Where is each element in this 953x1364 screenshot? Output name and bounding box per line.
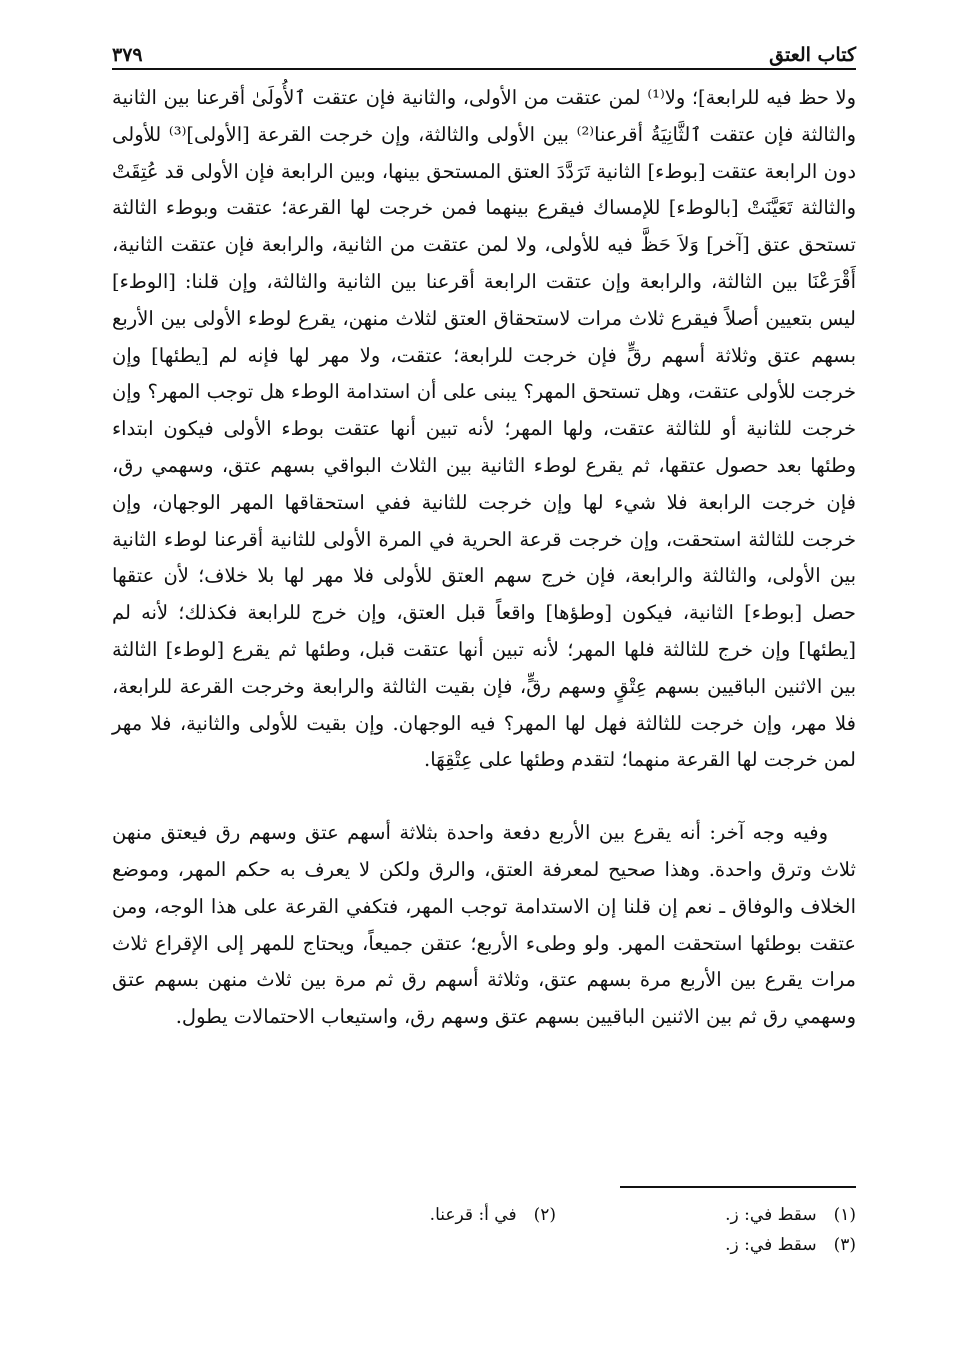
main-text [112,80,856,1036]
running-header [112,30,856,66]
footnote-number: (٢) [533,1205,556,1225]
paragraph-1: ولا حظ فيه للرابعة]؛ ولا⁽¹⁾ لمن عتقت من الأولى، والثانية فإن عتقت ٱلأُولَىٰ أقرعنا بين الثانية والثالثة فإن عتقت ٱلثَّانِيَةُ أقرعنا⁽²⁾ بين الأولى والثالثة، وإن خرجت القرعة [الأولى]⁽³⁾ للأولى دون الرابعة عتقت [بوطء] الثانية تَرَدَّدَ العتق المستحق بينها، وبين الرابعة فإن الأولى قد عُتِقَتْ والثالثة تَعَيَّنَتْ [بالوطء] للإمساك فيقرع بينهما فمن خرجت لها القرعة؛ عتقت وبوطء الثالثة تستحق عتق [آخر] وَلاَ حَظَّ فيه للأولى، ولا لمن عتقت من الثانية، والرابعة فإن عتقت الثانية، أَقْرَعْنَا بين الثالثة، والرابعة وإن عتقت الرابعة أقرعنا بين الثانية والثالثة، وإن قلنا: [الوطء] ليس بتعيين أصلاً فيقرع ثلاث مرات لاستحقاق العتق لثلاث منهن، يقرع لوطء الأولى بين الأربع بسهم عتق وثلاثة أسهم رقٍّ فإن خرجت للرابعة؛ عتقت، ولا مهر لها فإنه لم [يطئها] وإن خرجت للأولى عتقت، وهل تستحق المهر؟ يبنى على أن استدامة الوطء هل توجب المهر؟ وإن خرجت للثانية أو للثالثة عتقت، ولها المهر؛ لأنه تبين أنها عتقت بوطء الأولى فيكون ابتداء وطئها بعد حصول عتقها، ثم يقرع لوطء الثانية بين الثلاث البواقي بسهم عتق، وسهمي رق، فإن خرجت الرابعة فلا شيء لها وإن خرجت للثانية ففي استحقاقها المهر الوجهان، وإن خرجت للثالثة استحقت، وإن خرجت قرعة الحرية في المرة الأولى للثانية أقرعنا لوطء الثانية بين الأولى، والثالثة والرابعة، فإن خرج سهم العتق للأولى فلا مهر لها بلا خلاف؛ لأن عتقها حصل [بوطء] الثانية، فيكون [وطؤها] واقعاً قبل العتق، وإن خرج للرابعة فكذلك؛ لأنه لم [يطئها] وإن خرج للثالثة فلها المهر؛ لأنه تبين أنها عتقت قبل، وطئها ثم يقرع [لوطء] الثالثة بين الاثنين الباقيين بسهم عِتْقٍ وسهم رقٍّ، فإن بقيت الثالثة والرابعة وخرجت القرعة للرابعة، فلا مهر، وإن خرجت للثالثة فهل لها المهر؟ فيه الوجهان. وإن بقيت للأولى والثانية، فلا مهر لمن خرجت لها القرعة منهما؛ لتقدم وطئها على عِتْقِهَا. [112,86,856,772]
footnote-3 [556,1230,856,1260]
footnote-1 [556,1200,856,1230]
page-number: ٣٧٩ [112,44,143,66]
footnotes [112,1200,856,1260]
footnote-row-1 [112,1200,856,1230]
footnote-divider [620,1186,856,1188]
footnote-2 [256,1200,556,1230]
header-divider [112,68,856,70]
footnote-text: سقط في: ز. [725,1235,817,1255]
footnote-number: (٣) [833,1235,856,1255]
footnote-text: سقط في: ز. [725,1205,817,1225]
paragraph-2: وفيه وجه آخر: أنه يقرع بين الأربع دفعة واحدة بثلاثة أسهم عتق وسهم رق فيعتق منهن ثلاث وترق واحدة. وهذا صحيح لمعرفة العتق، والرق ولكن لا يعرف به حكم المهر، وموضع الخلاف والوفاق ـ نعم إن قلنا إن الاستدامة توجب المهر، فتكفي القرعة على هذا الوجه، ومن عتقت بوطئها استحقت المهر. ولو وطىء الأربع؛ عتقن جميعاً، ويحتاج للمهر إلى الإقراع ثلاث مرات يقرع بين الأربع مرة بسهم عتق، وثلاثة أسهم رق ثم مرة بين ثلاث منهن بسهم عتق وسهمي رق ثم بين الاثنين الباقيين بسهم عتق وسهم رق، واستيعاب الاحتمالات يطول. [112,821,856,1029]
footnote-number: (١) [833,1205,856,1225]
book-section-title: كتاب العتق [769,44,856,66]
footnote-row-2 [112,1230,856,1260]
footnote-text: في أ: قرعنا. [429,1205,517,1225]
